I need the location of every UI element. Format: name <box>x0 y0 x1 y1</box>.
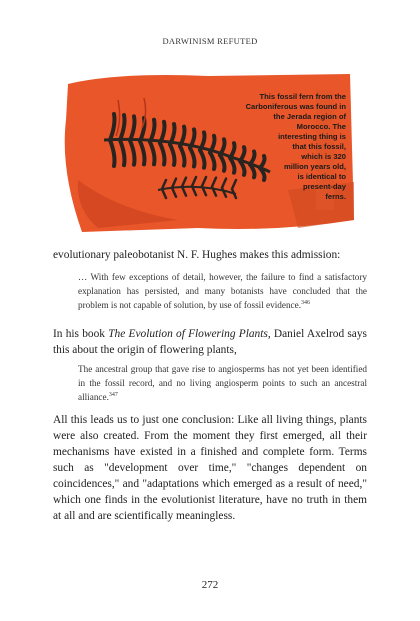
paragraph-conclusion: All this leads us to just one conclusion: Like all living things, plants were also created. From the moment they first emerged, all their mechanisms have existed in a finished and complete form. Terms such as "development over time," "changes dependent on coincidences," and "adaptations which emerged as a result of need," which one finds in the evolutionist literature, have no truth in them at all and are scientifically meaningless. <box>53 414 367 522</box>
quote-axelrod-text: The ancestral group that gave rise to angiosperms has not yet been identified in the fossil record, and no living angiosperm points to such an ancestral alliance. <box>78 364 367 402</box>
paragraph-axelrod <box>53 326 367 358</box>
page-number: 272 <box>201 579 219 591</box>
book-title: The Evolution of Flowering Plants <box>108 328 268 340</box>
paragraph-axelrod-lead: In his book <box>53 328 109 340</box>
footnote-ref-346: 346 <box>301 299 311 306</box>
block-quote-hughes <box>78 270 367 312</box>
fossil-fern-figure <box>58 70 358 234</box>
running-header: DARWINISM REFUTED <box>162 36 258 46</box>
paragraph-axelrod-rest: , Daniel Axelrod says this about the origin of flowering plants, <box>53 328 367 356</box>
block-quote-axelrod <box>78 362 367 404</box>
footnote-ref-347: 347 <box>108 391 118 398</box>
figure-caption: This fossil fern from the Carboniferous was found in the Jerada region of Morocco. The interesting thing is that this fossil, which is 320 million years old, is identical to present-day ferns. <box>245 92 346 201</box>
quote-hughes-text: … With few exceptions of detail, however, the failure to find a satisfactory explanation has persisted, and many botanists have concluded that the problem is not capable of solution, by use of fossil evidence. <box>78 272 367 310</box>
paragraph-intro: evolutionary paleobotanist N. F. Hughes makes this admission: <box>53 249 341 261</box>
